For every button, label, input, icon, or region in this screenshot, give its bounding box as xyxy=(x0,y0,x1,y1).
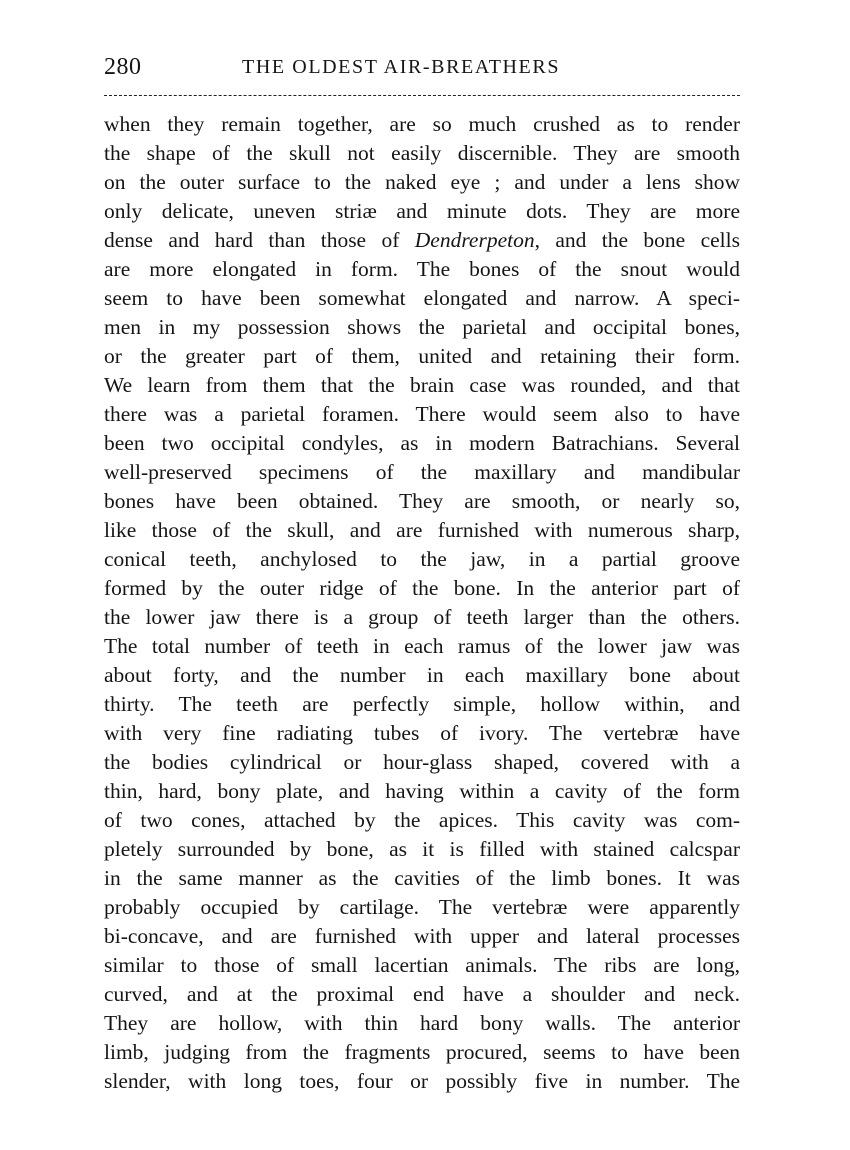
text-line: formed by the outer ridge of the bone. In the anterior part of xyxy=(104,576,740,600)
text-line: the bodies cylindrical or hour-glass shaped, covered with a xyxy=(104,750,740,774)
text-line: men in my possession shows the parietal and occipital bones, xyxy=(104,315,740,339)
text-line: slender, with long toes, four or possibly five in number. The xyxy=(104,1069,740,1093)
text-line: pletely surrounded by bone, as it is filled with stained calcspar xyxy=(104,837,740,861)
text-line: like those of the skull, and are furnished with numerous sharp, xyxy=(104,518,740,542)
text-line: with very fine radiating tubes of ivory. The vertebræ have xyxy=(104,721,740,745)
text-line: in the same manner as the cavities of the limb bones. It was xyxy=(104,866,740,890)
page-number: 280 xyxy=(104,54,142,80)
text-segment: dense and hard than those of xyxy=(104,228,400,252)
text-line: curved, and at the proximal end have a shoulder and neck. xyxy=(104,982,740,1006)
text-segment: , and the bone cells xyxy=(534,228,740,252)
text-line: similar to those of small lacertian animals. The ribs are long, xyxy=(104,953,740,977)
text-line: of two cones, attached by the apices. This cavity was com- xyxy=(104,808,740,832)
body-text xyxy=(104,110,740,1096)
text-line: The total number of teeth in each ramus of the lower jaw was xyxy=(104,634,740,658)
text-line: probably occupied by cartilage. The vertebræ were apparently xyxy=(104,895,740,919)
text-line: conical teeth, anchylosed to the jaw, in a partial groove xyxy=(104,547,740,571)
text-line: well-preserved specimens of the maxillary and mandibular xyxy=(104,460,740,484)
text-line: bi-concave, and are furnished with upper and lateral processes xyxy=(104,924,740,948)
running-head xyxy=(104,54,744,84)
text-line: are more elongated in form. The bones of the snout would xyxy=(104,257,740,281)
genus-name: Dendrerpeton xyxy=(414,228,535,252)
text-line: They are hollow, with thin hard bony walls. The anterior xyxy=(104,1011,740,1035)
text-line: thin, hard, bony plate, and having within a cavity of the form xyxy=(104,779,740,803)
text-line: only delicate, uneven striæ and minute dots. They are more xyxy=(104,199,740,223)
text-line xyxy=(104,226,740,255)
text-line: there was a parietal foramen. There would seem also to have xyxy=(104,402,740,426)
text-line: bones have been obtained. They are smooth, or nearly so, xyxy=(104,489,740,513)
text-line: seem to have been somewhat elongated and narrow. A speci- xyxy=(104,286,740,310)
text-line: about forty, and the number in each maxillary bone about xyxy=(104,663,740,687)
text-line: on the outer surface to the naked eye ; and under a lens show xyxy=(104,170,740,194)
text-line: been two occipital condyles, as in modern Batrachians. Several xyxy=(104,431,740,455)
text-line: or the greater part of them, united and retaining their form. xyxy=(104,344,740,368)
text-line: thirty. The teeth are perfectly simple, hollow within, and xyxy=(104,692,740,716)
text-line: the lower jaw there is a group of teeth larger than the others. xyxy=(104,605,740,629)
header-rule xyxy=(104,95,740,96)
text-line: We learn from them that the brain case was rounded, and that xyxy=(104,373,740,397)
text-line: when they remain together, are so much crushed as to render xyxy=(104,112,740,136)
text-line: the shape of the skull not easily discernible. They are smooth xyxy=(104,141,740,165)
text-line: limb, judging from the fragments procured, seems to have been xyxy=(104,1040,740,1064)
running-title: THE OLDEST AIR-BREATHERS xyxy=(242,56,561,78)
